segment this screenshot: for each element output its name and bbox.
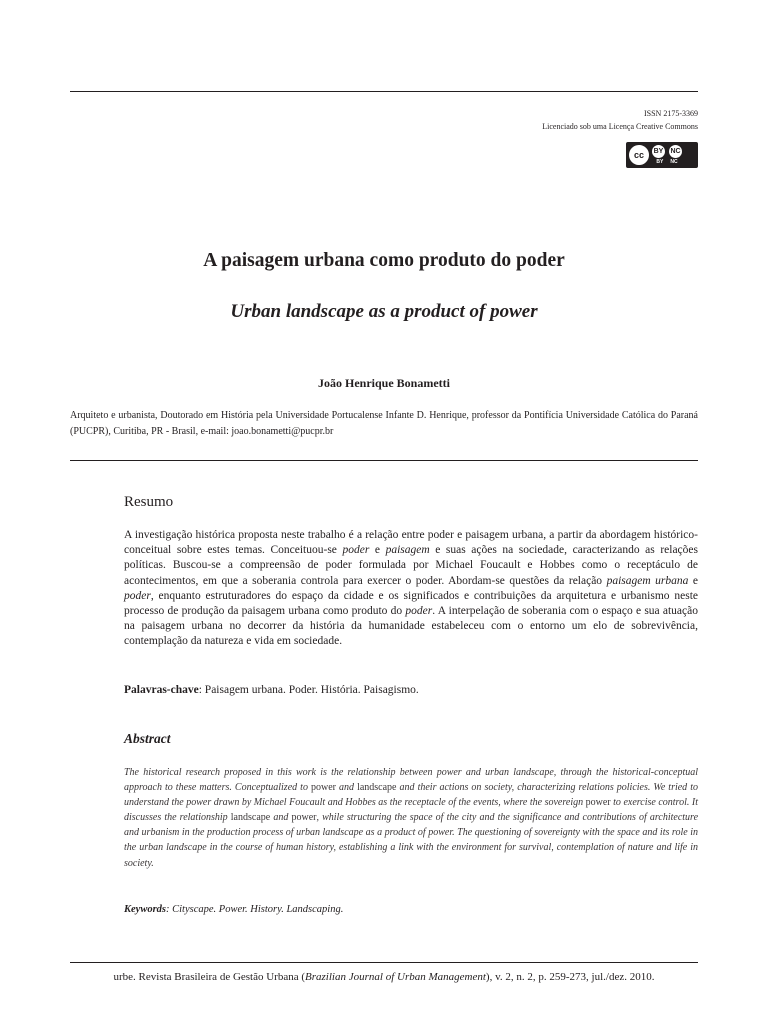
cc-tag-by: BY bbox=[656, 159, 664, 165]
resumo-heading: Resumo bbox=[124, 494, 174, 510]
footer-text-2: ), v. 2, n. 2, p. 259-273, jul./dez. 2010. bbox=[485, 971, 655, 983]
footer-text-1: urbe. Revista Brasileira de Gestão Urbana ( bbox=[113, 971, 306, 983]
license-text: Licenciado sob uma Licença Creative Commons bbox=[542, 122, 698, 131]
abstract-text-6: , while structuring the space of the city and the significance and contributions of architecture and urbanism in the production process of urban landscape as a product of power. The questioning of sovereignty with the space and its role in the urban landscape in the course of human history, establishing a link with the environment for survival, contemplation of nature and life in society. bbox=[124, 812, 699, 869]
abstract-text-3: and their actions on society, characterizing relations policies. We tried to understand the power drawn by Michael Foucault and Hobbes as the receptacle of the events, where the sovereign bbox=[124, 782, 698, 809]
resumo-em-4: poder bbox=[124, 589, 151, 602]
top-rule bbox=[70, 91, 698, 92]
section-rule bbox=[70, 460, 698, 461]
resumo-text-6: . A interpelação de soberania com o espaço e sua atuação na paisagem urbana no decorrer da história da humanidade estabeleceu com o entorno um elo de sobrevivência, contemplação da natureza e vida em sociedade. bbox=[124, 605, 698, 648]
article-subtitle: Urban landscape as a product of power bbox=[230, 301, 538, 322]
abstract-term-3: power bbox=[585, 797, 611, 809]
keywords-list: : Cityscape. Power. History. Landscaping. bbox=[166, 904, 344, 915]
resumo-text-2: e bbox=[369, 544, 386, 557]
resumo-text-5: , enquanto estruturadores do espaço da cidade e os significados e contribuições da arquitetura e urbanismo neste processo de produção da paisagem urbana como produto do bbox=[124, 589, 698, 618]
author-name: João Henrique Bonametti bbox=[318, 376, 450, 390]
abstract-term-1: power bbox=[310, 782, 336, 794]
abstract-term-2: landscape bbox=[357, 782, 397, 794]
abstract-text-5: and bbox=[270, 812, 292, 824]
abstract-heading: Abstract bbox=[124, 731, 171, 746]
attribution-icon: BY bbox=[652, 145, 665, 158]
resumo-em-2: paisagem bbox=[385, 544, 430, 557]
resumo-em-3: paisagem urbana bbox=[606, 574, 689, 587]
footer-journal-en: Brazilian Journal of Urban Management bbox=[305, 971, 486, 983]
palavras-chave-label: Palavras-chave bbox=[124, 684, 199, 696]
resumo-text-1: A investigação histórica proposta neste trabalho é a relação entre poder e paisagem urbana, a partir da abordagem histórico-conceitual sobre estes temas. Conceituou-se bbox=[124, 529, 698, 557]
abstract-paragraph bbox=[124, 765, 698, 871]
resumo-em-5: poder bbox=[405, 605, 433, 618]
resumo-text-3: e suas ações na sociedade, caracterizando as relações políticas. Buscou-se a compreensão de poder formulada por Michael Foucault e Hobbes como o receptáculo de acontecimentos, em que a soberania controla para exercer o poder. Abordam-se questões da relação bbox=[124, 544, 698, 587]
palavras-chave bbox=[124, 684, 698, 696]
author-affiliation: Arquiteto e urbanista, Doutorado em História pela Universidade Portucalense Infante D. Henrique, professor da Pontifícia Universidade Católica do Paraná (PUCPR), Curitiba, PR - Brasil, e-mail: joao.bonametti@pucpr.br bbox=[70, 410, 698, 437]
cc-tag-nc: NC bbox=[670, 159, 678, 165]
resumo-em-1: poder bbox=[342, 544, 370, 557]
cc-license-parts bbox=[652, 145, 682, 165]
abstract-text-2: and bbox=[335, 782, 358, 794]
noncommercial-icon: NC bbox=[669, 145, 682, 158]
footer-rule bbox=[70, 962, 698, 963]
article-title: A paisagem urbana como produto do poder bbox=[203, 250, 565, 271]
resumo-text-4: e bbox=[688, 574, 698, 587]
palavras-chave-list: : Paisagem urbana. Poder. História. Paisagismo. bbox=[198, 684, 419, 696]
abstract-text-4: to exercise control. It discusses the relationship bbox=[124, 797, 698, 824]
creative-commons-badge[interactable] bbox=[626, 142, 698, 168]
cc-logo-icon: cc bbox=[629, 145, 649, 165]
abstract-text-1: The historical research proposed in this work is the relationship between power and urban landscape, through the historical-conceptual approach to these matters. Conceptualized to bbox=[124, 767, 698, 794]
keywords bbox=[124, 904, 698, 915]
resumo-paragraph bbox=[124, 528, 698, 650]
license-info bbox=[542, 107, 698, 133]
journal-footer bbox=[70, 971, 698, 983]
abstract-term-5: power bbox=[291, 812, 317, 824]
keywords-label: Keywords bbox=[124, 904, 166, 915]
issn-text: ISSN 2175-3369 bbox=[643, 109, 698, 118]
abstract-term-4: landscape bbox=[230, 812, 271, 824]
